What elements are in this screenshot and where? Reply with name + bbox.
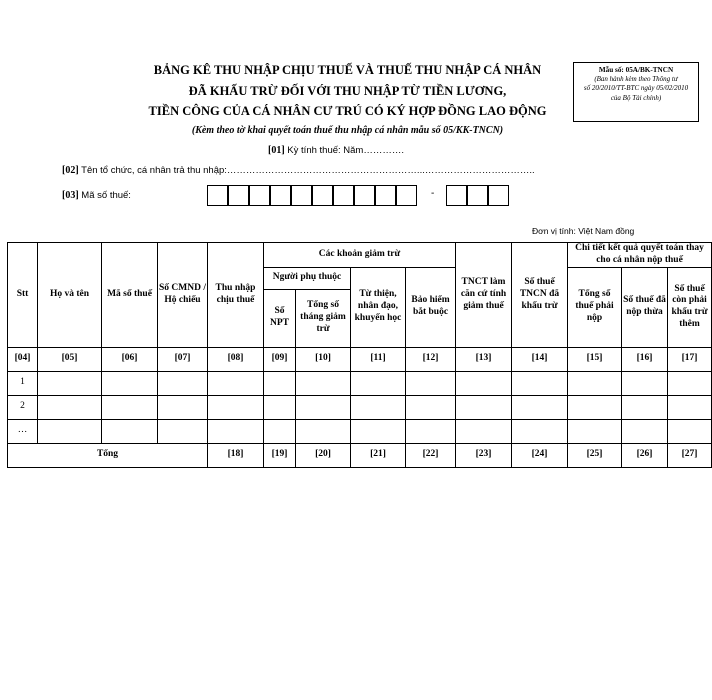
title-line-2: ĐÃ KHẤU TRỪ ĐỐI VỚI THU NHẬP TỪ TIỀN LƯƠNG, [188, 84, 507, 98]
cell[interactable] [456, 395, 512, 419]
cell[interactable] [264, 419, 296, 443]
tax-code-digit-box[interactable] [207, 185, 228, 206]
total-code: [24] [512, 443, 568, 467]
header-dependents-group: Người phụ thuộc [264, 267, 351, 289]
cell[interactable] [456, 419, 512, 443]
cell[interactable] [668, 371, 712, 395]
header-dependent-count: Số NPT [264, 289, 296, 347]
tax-code-digit-box[interactable] [270, 185, 291, 206]
field-tax-period [268, 145, 404, 156]
header-settlement-group: Chi tiết kết quả quyết toán thay cho cá nhân nộp thuế [568, 243, 712, 268]
cell[interactable] [622, 371, 668, 395]
table-row [8, 395, 712, 419]
tax-code-separator: - [431, 188, 435, 199]
header-tax-code: Mã số thuế [102, 243, 158, 348]
total-code: [21] [351, 443, 406, 467]
code-cell: [14] [512, 347, 568, 371]
code-cell: [10] [296, 347, 351, 371]
code-cell: [11] [351, 347, 406, 371]
title-line-3: TIỀN CÔNG CỦA CÁ NHÂN CƯ TRÚ CÓ KÝ HỢP ĐỒNG LAO ĐỘNG [148, 104, 547, 118]
field-02-text: Tên tổ chức, cá nhân trả thu nhập:……………………………………………………...…………………………….. [78, 165, 535, 176]
cell[interactable] [668, 395, 712, 419]
field-01-text: Kỳ tính thuế: Năm…………. [284, 145, 404, 156]
field-03-text: Mã số thuế: [78, 190, 131, 201]
cell[interactable] [406, 371, 456, 395]
cell[interactable] [351, 395, 406, 419]
total-code: [20] [296, 443, 351, 467]
cell[interactable] [568, 395, 622, 419]
table-row [8, 419, 712, 443]
tax-code-digit-box[interactable] [291, 185, 312, 206]
cell[interactable] [296, 371, 351, 395]
code-cell: [04] [8, 347, 38, 371]
field-03-code: [03] [62, 190, 79, 201]
code-cell: [13] [456, 347, 512, 371]
tax-code-digit-box[interactable] [375, 185, 396, 206]
cell[interactable] [456, 371, 512, 395]
form-code: Mẫu số: 05A/BK-TNCN [598, 66, 674, 74]
cell[interactable] [568, 371, 622, 395]
cell[interactable] [158, 419, 208, 443]
cell[interactable] [102, 395, 158, 419]
tax-code-digit-box[interactable] [354, 185, 375, 206]
tax-code-digit-box[interactable] [333, 185, 354, 206]
form-code-box [573, 62, 699, 122]
row-number: 1 [8, 371, 38, 395]
total-code: [19] [264, 443, 296, 467]
cell[interactable] [351, 371, 406, 395]
tax-code-suffix-box[interactable] [446, 185, 467, 206]
code-cell: [17] [668, 347, 712, 371]
tax-code-digit-box[interactable] [312, 185, 333, 206]
header-total-tax-payable: Tổng số thuế phải nộp [568, 267, 622, 347]
form-issue-line-3: của Bộ Tài chính) [610, 93, 662, 102]
total-code: [26] [622, 443, 668, 467]
code-cell: [09] [264, 347, 296, 371]
code-cell: [08] [208, 347, 264, 371]
cell[interactable] [38, 395, 102, 419]
cell[interactable] [406, 419, 456, 443]
field-tax-code [62, 190, 131, 201]
header-insurance: Bảo hiểm bắt buộc [406, 267, 456, 347]
total-code: [23] [456, 443, 512, 467]
subtitle: (Kèm theo tờ khai quyết toán thuế thu nhập cá nhân mẫu số 05/KK-TNCN) [191, 125, 504, 136]
cell[interactable] [264, 371, 296, 395]
cell[interactable] [102, 419, 158, 443]
cell[interactable] [296, 419, 351, 443]
cell[interactable] [512, 419, 568, 443]
total-code: [18] [208, 443, 264, 467]
header-tax-withheld: Số thuế TNCN đã khấu trừ [512, 243, 568, 348]
header-tax-remaining: Số thuế còn phải khấu trừ thêm [668, 267, 712, 347]
code-cell: [06] [102, 347, 158, 371]
code-cell: [15] [568, 347, 622, 371]
header-charity: Từ thiện, nhân đạo, khuyến học [351, 267, 406, 347]
cell[interactable] [622, 395, 668, 419]
cell[interactable] [158, 371, 208, 395]
total-code: [27] [668, 443, 712, 467]
cell[interactable] [264, 395, 296, 419]
currency-unit: Đơn vị tính: Việt Nam đồng [532, 226, 635, 236]
cell[interactable] [208, 395, 264, 419]
tax-code-suffix-box[interactable] [488, 185, 509, 206]
header-tax-overpaid: Số thuế đã nộp thừa [622, 267, 668, 347]
code-cell: [07] [158, 347, 208, 371]
cell[interactable] [406, 395, 456, 419]
cell[interactable] [622, 419, 668, 443]
total-label: Tổng [8, 443, 208, 467]
tax-code-suffix-box[interactable] [467, 185, 488, 206]
tax-code-digit-box[interactable] [249, 185, 270, 206]
row-number: … [8, 419, 38, 443]
cell[interactable] [512, 395, 568, 419]
field-payer-name [62, 165, 535, 176]
cell[interactable] [38, 419, 102, 443]
title-line-1: BẢNG KÊ THU NHẬP CHỊU THUẾ VÀ THUẾ THU NHẬP CÁ NHÂN [153, 63, 542, 77]
cell[interactable] [102, 371, 158, 395]
total-row [8, 443, 712, 467]
header-stt: Stt [8, 243, 38, 348]
cell[interactable] [512, 371, 568, 395]
cell[interactable] [208, 371, 264, 395]
table-row [8, 371, 712, 395]
cell[interactable] [296, 395, 351, 419]
cell[interactable] [351, 419, 406, 443]
field-02-code: [02] [62, 165, 79, 176]
header-tnct: TNCT làm căn cứ tính giảm thuế [456, 243, 512, 348]
code-cell: [05] [38, 347, 102, 371]
header-deduction-months: Tổng số tháng giảm trừ [296, 289, 351, 347]
field-01-code: [01] [268, 145, 285, 156]
income-tax-table [7, 242, 712, 468]
cell[interactable] [38, 371, 102, 395]
header-id-number: Số CMND / Hộ chiếu [158, 243, 208, 348]
form-issue-line-2: số 20/2010/TT-BTC ngày 05/02/2010 [583, 84, 689, 93]
header-deductions-group: Các khoản giảm trừ [264, 243, 456, 268]
header-name: Họ và tên [38, 243, 102, 348]
cell[interactable] [208, 419, 264, 443]
tax-code-digit-box[interactable] [396, 185, 417, 206]
tax-code-digit-box[interactable] [228, 185, 249, 206]
total-code: [25] [568, 443, 622, 467]
code-cell: [12] [406, 347, 456, 371]
cell[interactable] [668, 419, 712, 443]
code-cell: [16] [622, 347, 668, 371]
row-number: 2 [8, 395, 38, 419]
form-issue-line-1: (Ban hành kèm theo Thông tư [594, 75, 678, 84]
cell[interactable] [568, 419, 622, 443]
header-taxable-income: Thu nhập chịu thuế [208, 243, 264, 348]
cell[interactable] [158, 395, 208, 419]
total-code: [22] [406, 443, 456, 467]
